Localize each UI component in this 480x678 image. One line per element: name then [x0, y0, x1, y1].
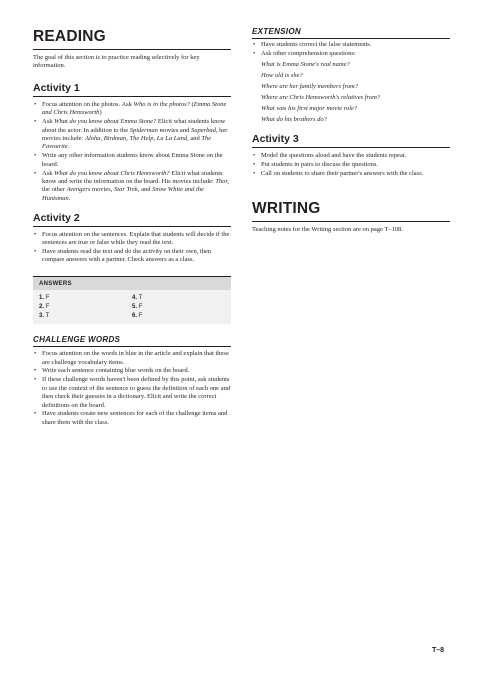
- list-item: • Write any other information students know about Emma Stone on the board.: [33, 152, 231, 169]
- question-item: What do his brothers do?: [261, 116, 327, 124]
- list-item: • Focus attention on the photos. Ask Who is in the photos? (Emma Stone and Chris Hemsworth): [33, 101, 231, 118]
- challenge-words-heading: CHALLENGE WORDS: [33, 335, 231, 347]
- question-item: How old is she?: [261, 71, 303, 79]
- activity2-list: [33, 231, 231, 265]
- extension-heading: EXTENSION: [252, 27, 450, 39]
- list-item: • Model the questions aloud and have the students repeat.: [252, 152, 450, 160]
- question-item: Where are Chris Hemsworth's relatives from?: [261, 94, 381, 102]
- list-item: • Focus attention on the words in blue in the article and explain that these are challenge vocabulary items.: [33, 350, 231, 367]
- question-item: What is Emma Stone's real name?: [261, 60, 350, 68]
- activity3-list: [252, 152, 450, 178]
- challenge-words-list: [33, 350, 231, 427]
- question-item: Where are her family members from?: [261, 83, 358, 90]
- right-column: [252, 0, 450, 235]
- list-item: • Have students read the text and do the activity on their own, then compare answers with a partner. Check answers as a class.: [33, 248, 231, 265]
- activity1-heading: Activity 1: [33, 82, 231, 97]
- list-item: • Have students correct the false statements.: [252, 41, 450, 49]
- comprehension-questions: [252, 61, 450, 125]
- answer-item: 1. F: [39, 295, 50, 302]
- answer-item: 5. F: [132, 303, 143, 310]
- reading-intro: The goal of this section is to practice reading selectively for key information.: [33, 54, 200, 70]
- list-item: • Put students in pairs to discuss the questions.: [252, 161, 450, 169]
- list-item: • Have students create new sentences for each of the challenge items and share them with the class.: [33, 410, 231, 427]
- answers-left-column: [39, 294, 132, 320]
- writing-text: Teaching notes for the Writing section are on page T–108.: [252, 226, 404, 234]
- list-item: • Write each sentence containing blue words on the board.: [33, 367, 231, 375]
- list-item: • Focus attention on the sentences. Explain that students will decide if the sentences are true or false while they read the text.: [33, 231, 231, 248]
- answers-heading: ANSWERS: [33, 277, 231, 290]
- activity3-heading: Activity 3: [252, 133, 450, 148]
- answer-item: 6. F: [132, 312, 143, 319]
- writing-heading: WRITING: [252, 200, 450, 222]
- answer-item: 3. T: [39, 312, 50, 319]
- list-item: • If these challenge words haven't been defined by this point, ask students to use the context of the sentence to guess the definition of each one and then check their guesses in a dictionary. Elicit and write the correct definitions on the board.: [33, 376, 231, 410]
- answers-grid: [33, 290, 231, 324]
- activity2-heading: Activity 2: [33, 212, 231, 227]
- list-item: • Ask other comprehension questions:: [252, 50, 450, 58]
- list-item: • Ask What do you know about Chris Hemsworth? Elicit what students know and write the information on the board. His movies include: Thor, the other Avengers movies, Star Trek, and Snow White and the Huntsman.: [33, 170, 231, 204]
- activity1-list: [33, 101, 231, 203]
- answers-right-column: [132, 294, 225, 320]
- answer-item: 4. T: [132, 295, 143, 302]
- left-column: [33, 0, 231, 428]
- extension-list: [252, 41, 450, 58]
- list-item: • Call on students to share their partner's answers with the class.: [252, 170, 450, 178]
- reading-heading: READING: [33, 28, 231, 50]
- answers-box: [33, 276, 231, 324]
- answer-item: 2. F: [39, 303, 50, 310]
- list-item: • Ask What do you know about Emma Stone? Elicit what students know about the actor. In addition to the Spiderman movies and Superbad, her movies include: Aloha, Birdman, The Help, La La Land, and The Favourite.: [33, 118, 231, 152]
- question-item: What was his first major movie role?: [261, 105, 358, 113]
- page-number: T–8: [432, 647, 445, 654]
